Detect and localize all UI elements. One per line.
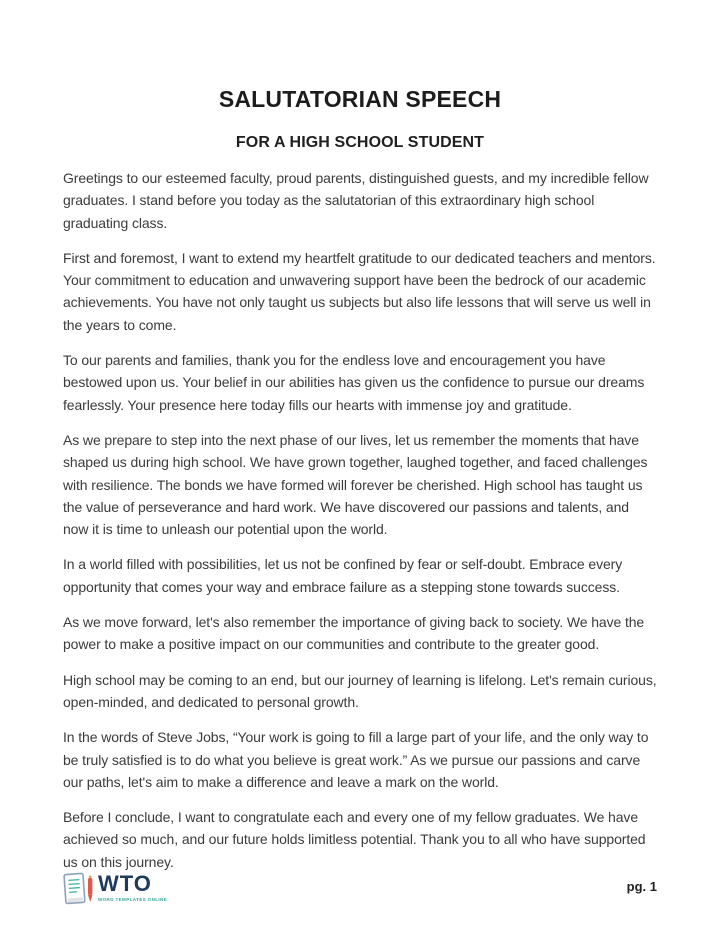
speech-paragraph: First and foremost, I want to extend my heartfelt gratitude to our dedicated teachers and mentors. Your commitment to education and unwavering support have been the bedrock of our academic achievements. You have not only taught us subjects but also life lessons that will serve us well in the years to come. [63, 249, 656, 333]
document-title: SALUTATORIAN SPEECH [218, 86, 502, 112]
speech-paragraph: Before I conclude, I want to congratulate each and every one of my fellow graduates. We have achieved so much, and our future holds limitless potential. Thank you to all who have supported us on this journey. [63, 809, 646, 870]
document-with-pen-icon [63, 871, 95, 911]
logo-text [98, 873, 167, 902]
logo-acronym: WTO [98, 871, 152, 896]
speech-paragraph: In a world filled with possibilities, let us not be confined by fear or self-doubt. Embrace every opportunity that comes your way and embrace failure as a stepping stone towards success. [63, 556, 623, 595]
speech-paragraph: In the words of Steve Jobs, “Your work is going to fill a large part of your life, and the only way to be truly satisfied is to do what you believe is great work.” As we pursue our passions and carve our paths, let's aim to make a difference and leave a mark on the world. [63, 729, 649, 790]
speech-paragraph: As we prepare to step into the next phase of our lives, let us remember the moments that have shaped us during high school. We have grown together, laughed together, and faced challenges with resilience. The bonds we have formed will forever be cherished. High school has taught us the value of perseverance and hard work. We have discovered our passions and talents, and now it is time to unleash our potential upon the world. [63, 431, 648, 538]
page-footer [63, 871, 657, 911]
speech-paragraph: High school may be coming to an end, but our journey of learning is lifelong. Let's remain curious, open-minded, and dedicated to personal growth. [63, 671, 657, 710]
speech-paragraph: To our parents and families, thank you for the endless love and encouragement you have bestowed upon us. Your belief in our abilities has given us the confidence to pursue our dreams fearlessly. Your presence here today fills our hearts with immense joy and gratitude. [63, 352, 645, 413]
wto-logo [63, 871, 167, 911]
speech-body [63, 167, 657, 873]
logo-tagline: WORD TEMPLATES ONLINE [98, 897, 168, 902]
speech-paragraph: Greetings to our esteemed faculty, proud parents, distinguished guests, and my incredible fellow graduates. I stand before you today as the salutatorian of this extraordinary high school graduating class. [63, 170, 649, 231]
speech-paragraph: As we move forward, let's also remember the importance of giving back to society. We have the power to make a positive impact on our communities and contribute to the greater good. [63, 614, 645, 653]
document-subtitle: FOR A HIGH SCHOOL STUDENT [235, 134, 485, 151]
page-number: pg. 1 [626, 879, 657, 894]
